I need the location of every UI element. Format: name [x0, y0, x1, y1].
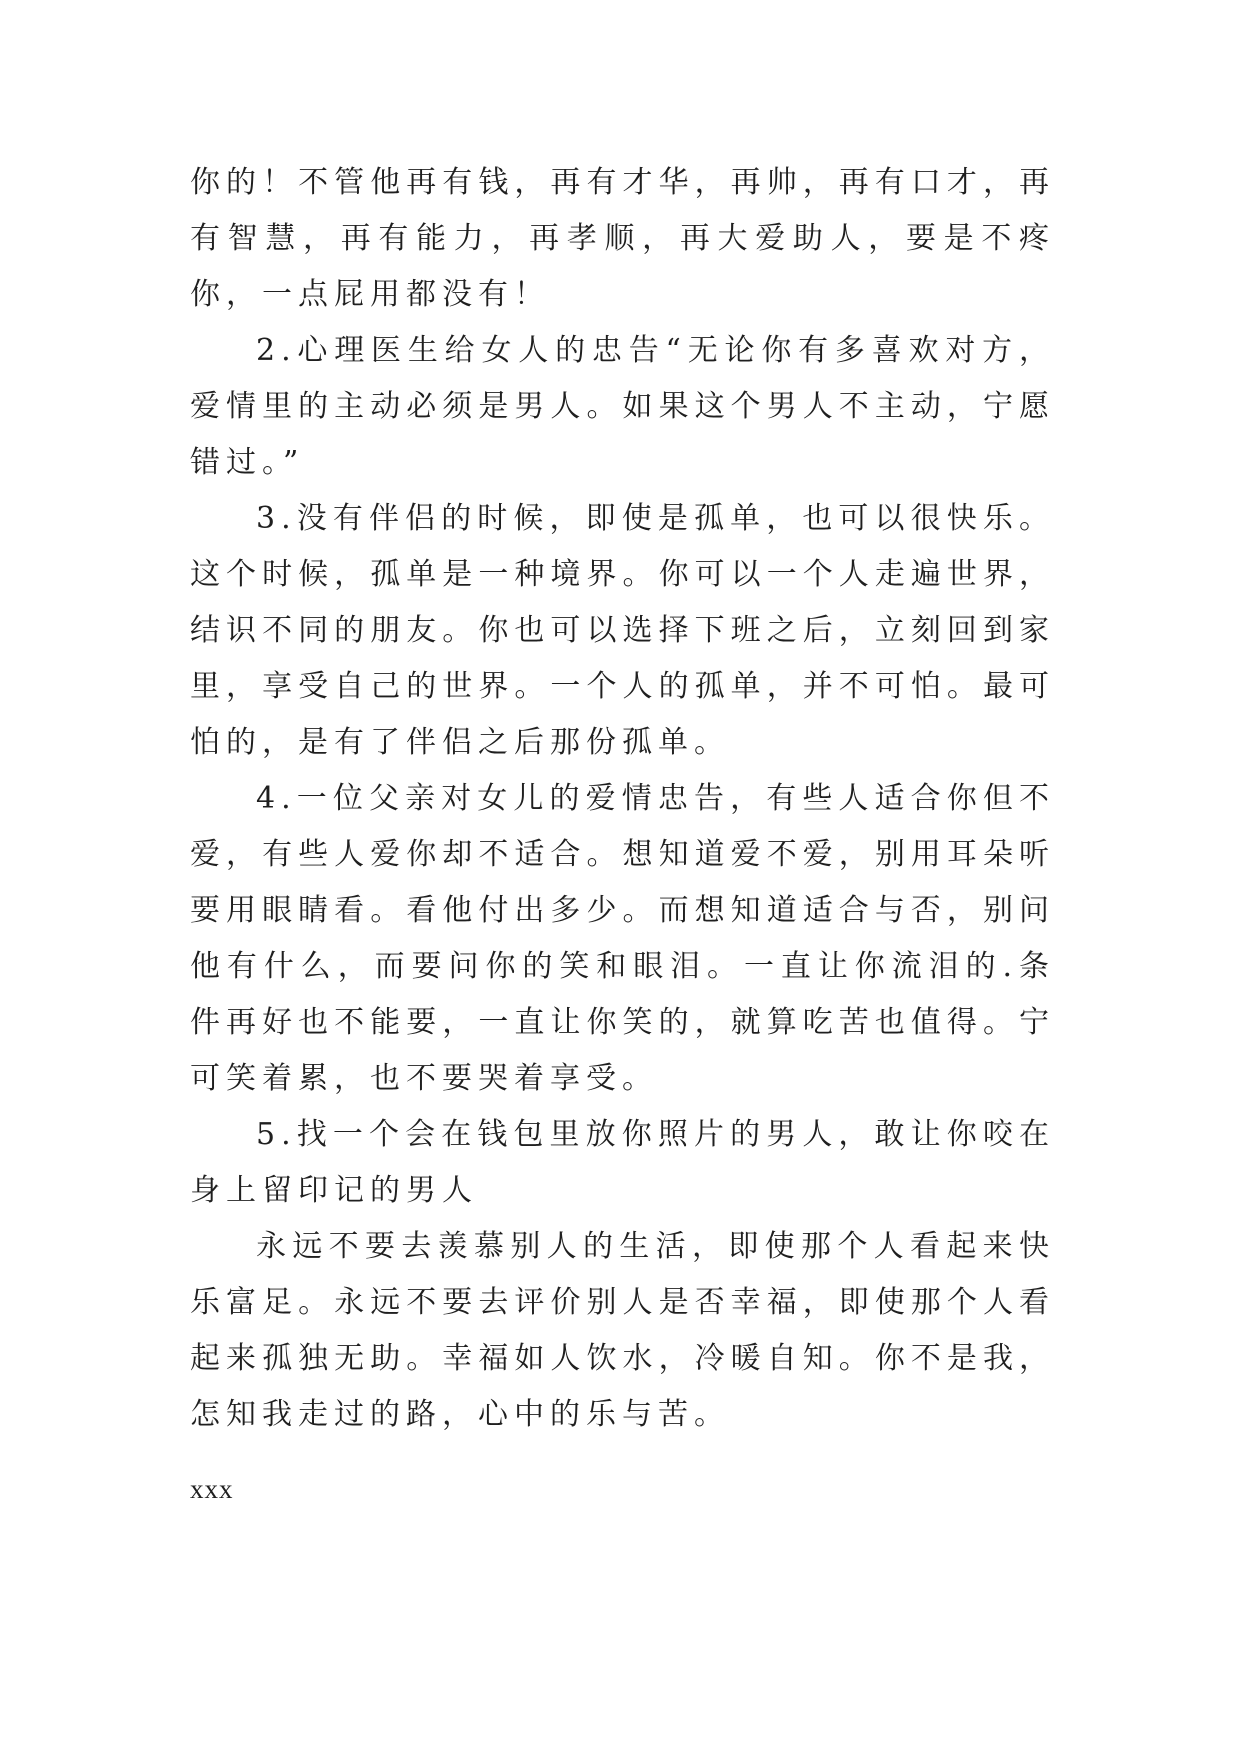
paragraph-item-5: 5.找一个会在钱包里放你照片的男人，敢让你咬在身上留印记的男人 — [190, 1117, 1055, 1208]
paragraph-item-3: 3.没有伴侣的时候，即使是孤单，也可以很快乐。这个时候，孤单是一种境界。你可以一个人走遍世界，结识不同的朋友。你也可以选择下班之后，立刻回到家里，享受自己的世界。一个人的孤单，并不可怕。最可怕的，是有了伴侣之后那份孤单。 — [190, 501, 1055, 760]
paragraph-closing: 永远不要去羡慕别人的生活，即使那个人看起来快乐富足。永远不要去评价别人是否幸福，即使那个人看起来孤独无助。幸福如人饮水，冷暖自知。你不是我，怎知我走过的路，心中的乐与苦。 — [190, 1229, 1055, 1432]
document-body — [190, 155, 1055, 1509]
signature: xxx — [190, 1474, 234, 1504]
paragraph-item-4: 4.一位父亲对女儿的爱情忠告，有些人适合你但不爱，有些人爱你却不适合。想知道爱不爱，别用耳朵听要用眼睛看。看他付出多少。而想知道适合与否，别问他有什么，而要问你的笑和眼泪。一直让你流泪的.条件再好也不能要，一直让你笑的，就算吃苦也值得。宁可笑着累，也不要哭着享受。 — [190, 781, 1055, 1096]
paragraph-continuation: 你的！不管他再有钱，再有才华，再帅，再有口才，再有智慧，再有能力，再孝顺，再大爱助人，要是不疼你，一点屁用都没有！ — [190, 165, 1055, 312]
paragraph-item-2: 2.心理医生给女人的忠告“无论你有多喜欢对方，爱情里的主动必须是男人。如果这个男人不主动，宁愿错过。” — [190, 333, 1055, 480]
